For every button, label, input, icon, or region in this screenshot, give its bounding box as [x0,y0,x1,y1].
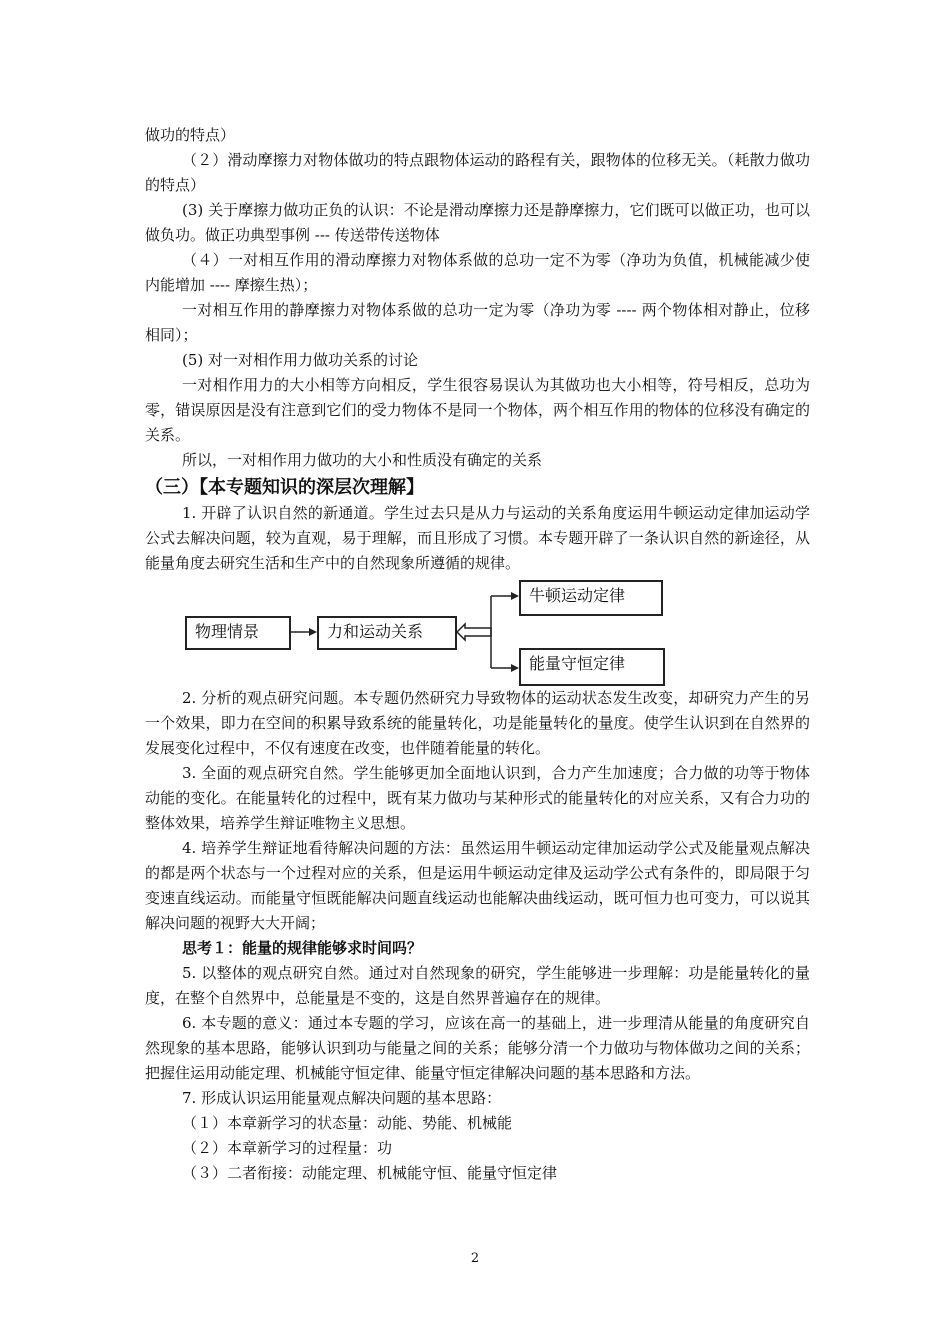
sub-point: （３）二者衔接：动能定理、机械能守恒、能量守恒定律 [182,1164,558,1182]
diagram-box-energy-conservation: 能量守恒定律 [519,648,665,686]
sub-point: （２）本章新学习的过程量：功 [182,1139,393,1157]
page-content [145,123,810,1186]
diagram-box-newton-laws: 牛顿运动定律 [519,580,663,616]
diagram-box-force-motion: 力和运动关系 [317,616,457,650]
concept-diagram [145,582,810,682]
hollow-arrow [457,624,491,640]
think-question: 思考１：能量的规律能够求时间吗？ [182,939,423,957]
arrow-head [511,592,519,600]
paragraph: 所以，一对相作用力做功的大小和性质没有确定的关系 [182,451,543,469]
point-paragraph: 6. 本专题的意义：通过本专题的学习，应该在高一的基础上，进一步理清从能量的角度研究自然现象的基本思路，能够认识到功与能量之间的关系；能够分清一个力做功与物体做功之间的关系；把握住运用动能定理、机械能守恒定律、能量守恒定律解决问题的基本思路和方法。 [145,1014,810,1082]
sub-point: （１）本章新学习的状态量：动能、势能、机械能 [182,1114,513,1132]
paragraph: (5) 对一对相作用力做功关系的讨论 [182,351,419,369]
point-paragraph: 7. 形成认识运用能量观点解决问题的基本思路： [182,1089,502,1107]
point-paragraph: 3. 全面的观点研究自然。学生能够更加全面地认识到，合力产生加速度；合力做的功等于物体动能的变化。在能量转化的过程中，既有某力做功与某种形式的能量转化的对应关系，又有合力功的整体效果，培养学生辩证唯物主义思想。 [145,764,810,832]
paragraph: 做功的特点） [145,126,236,144]
arrow-head [511,664,519,672]
point-paragraph: 5. 以整体的观点研究自然。通过对自然现象的研究，学生能够进一步理解：功是能量转化的量度，在整个自然界中，总能量是不变的，这是自然界普遍存在的规律。 [145,964,810,1007]
paragraph: （４）一对相互作用的滑动摩擦力对物体系做的总功一定不为零（净功为负值，机械能减少使内能增加 ---- 摩擦生热）； [145,251,810,294]
arrow-head [309,628,317,636]
paragraph: 一对相互作用的静摩擦力对物体系做的总功一定为零（净功为零 ---- 两个物体相对静止，位移相同）； [145,301,810,344]
section-heading: （三）【本专题知识的深层次理解】 [145,477,424,498]
paragraph: 一对相作用力的大小相等方向相反，学生很容易误认为其做功也大小相等，符号相反，总功为零，错误原因是没有注意到它们的受力物体不是同一个物体，两个相互作用的物体的位移没有确定的关系。 [145,376,810,444]
point-paragraph: 4. 培养学生辩证地看待解决问题的方法：虽然运用牛顿运动定律加运动学公式及能量观点解决的都是两个状态与一个过程对应的关系，但是运用牛顿运动定律及运动学公式有条件的，即局限于匀变速直线运动。而能量守恒既能解决问题直线运动也能解决曲线运动，既可恒力也可变力，可以说其解决问题的视野大大开阔； [145,839,810,932]
point-paragraph: 1. 开辟了认识自然的新通道。学生过去只是从力与运动的关系角度运用牛顿运动定律加运动学公式去解决问题，较为直观，易于理解，而且形成了习惯。本专题开辟了一条认识自然的新途径，从能量角度去研究生活和生产中的自然现象所遵循的规律。 [145,504,810,572]
paragraph: (3) 关于摩擦力做功正负的认识：不论是滑动摩擦力还是静摩擦力，它们既可以做正功，也可以做负功。做正功典型事例 --- 传送带传送物体 [145,201,810,244]
point-paragraph: 2. 分析的观点研究问题。本专题仍然研究力导致物体的运动状态发生改变，却研究力产生的另一个效果，即力在空间的积累导致系统的能量转化，功是能量转化的量度。使学生认识到在自然界的发展变化过程中，不仅有速度在改变，也伴随着能量的转化。 [145,689,810,757]
diagram-box-physical-scenario: 物理情景 [185,616,291,650]
paragraph: （２）滑动摩擦力对物体做功的特点跟物体运动的路程有关，跟物体的位移无关。（耗散力做功的特点） [145,151,810,194]
page-number: 2 [470,1251,480,1266]
